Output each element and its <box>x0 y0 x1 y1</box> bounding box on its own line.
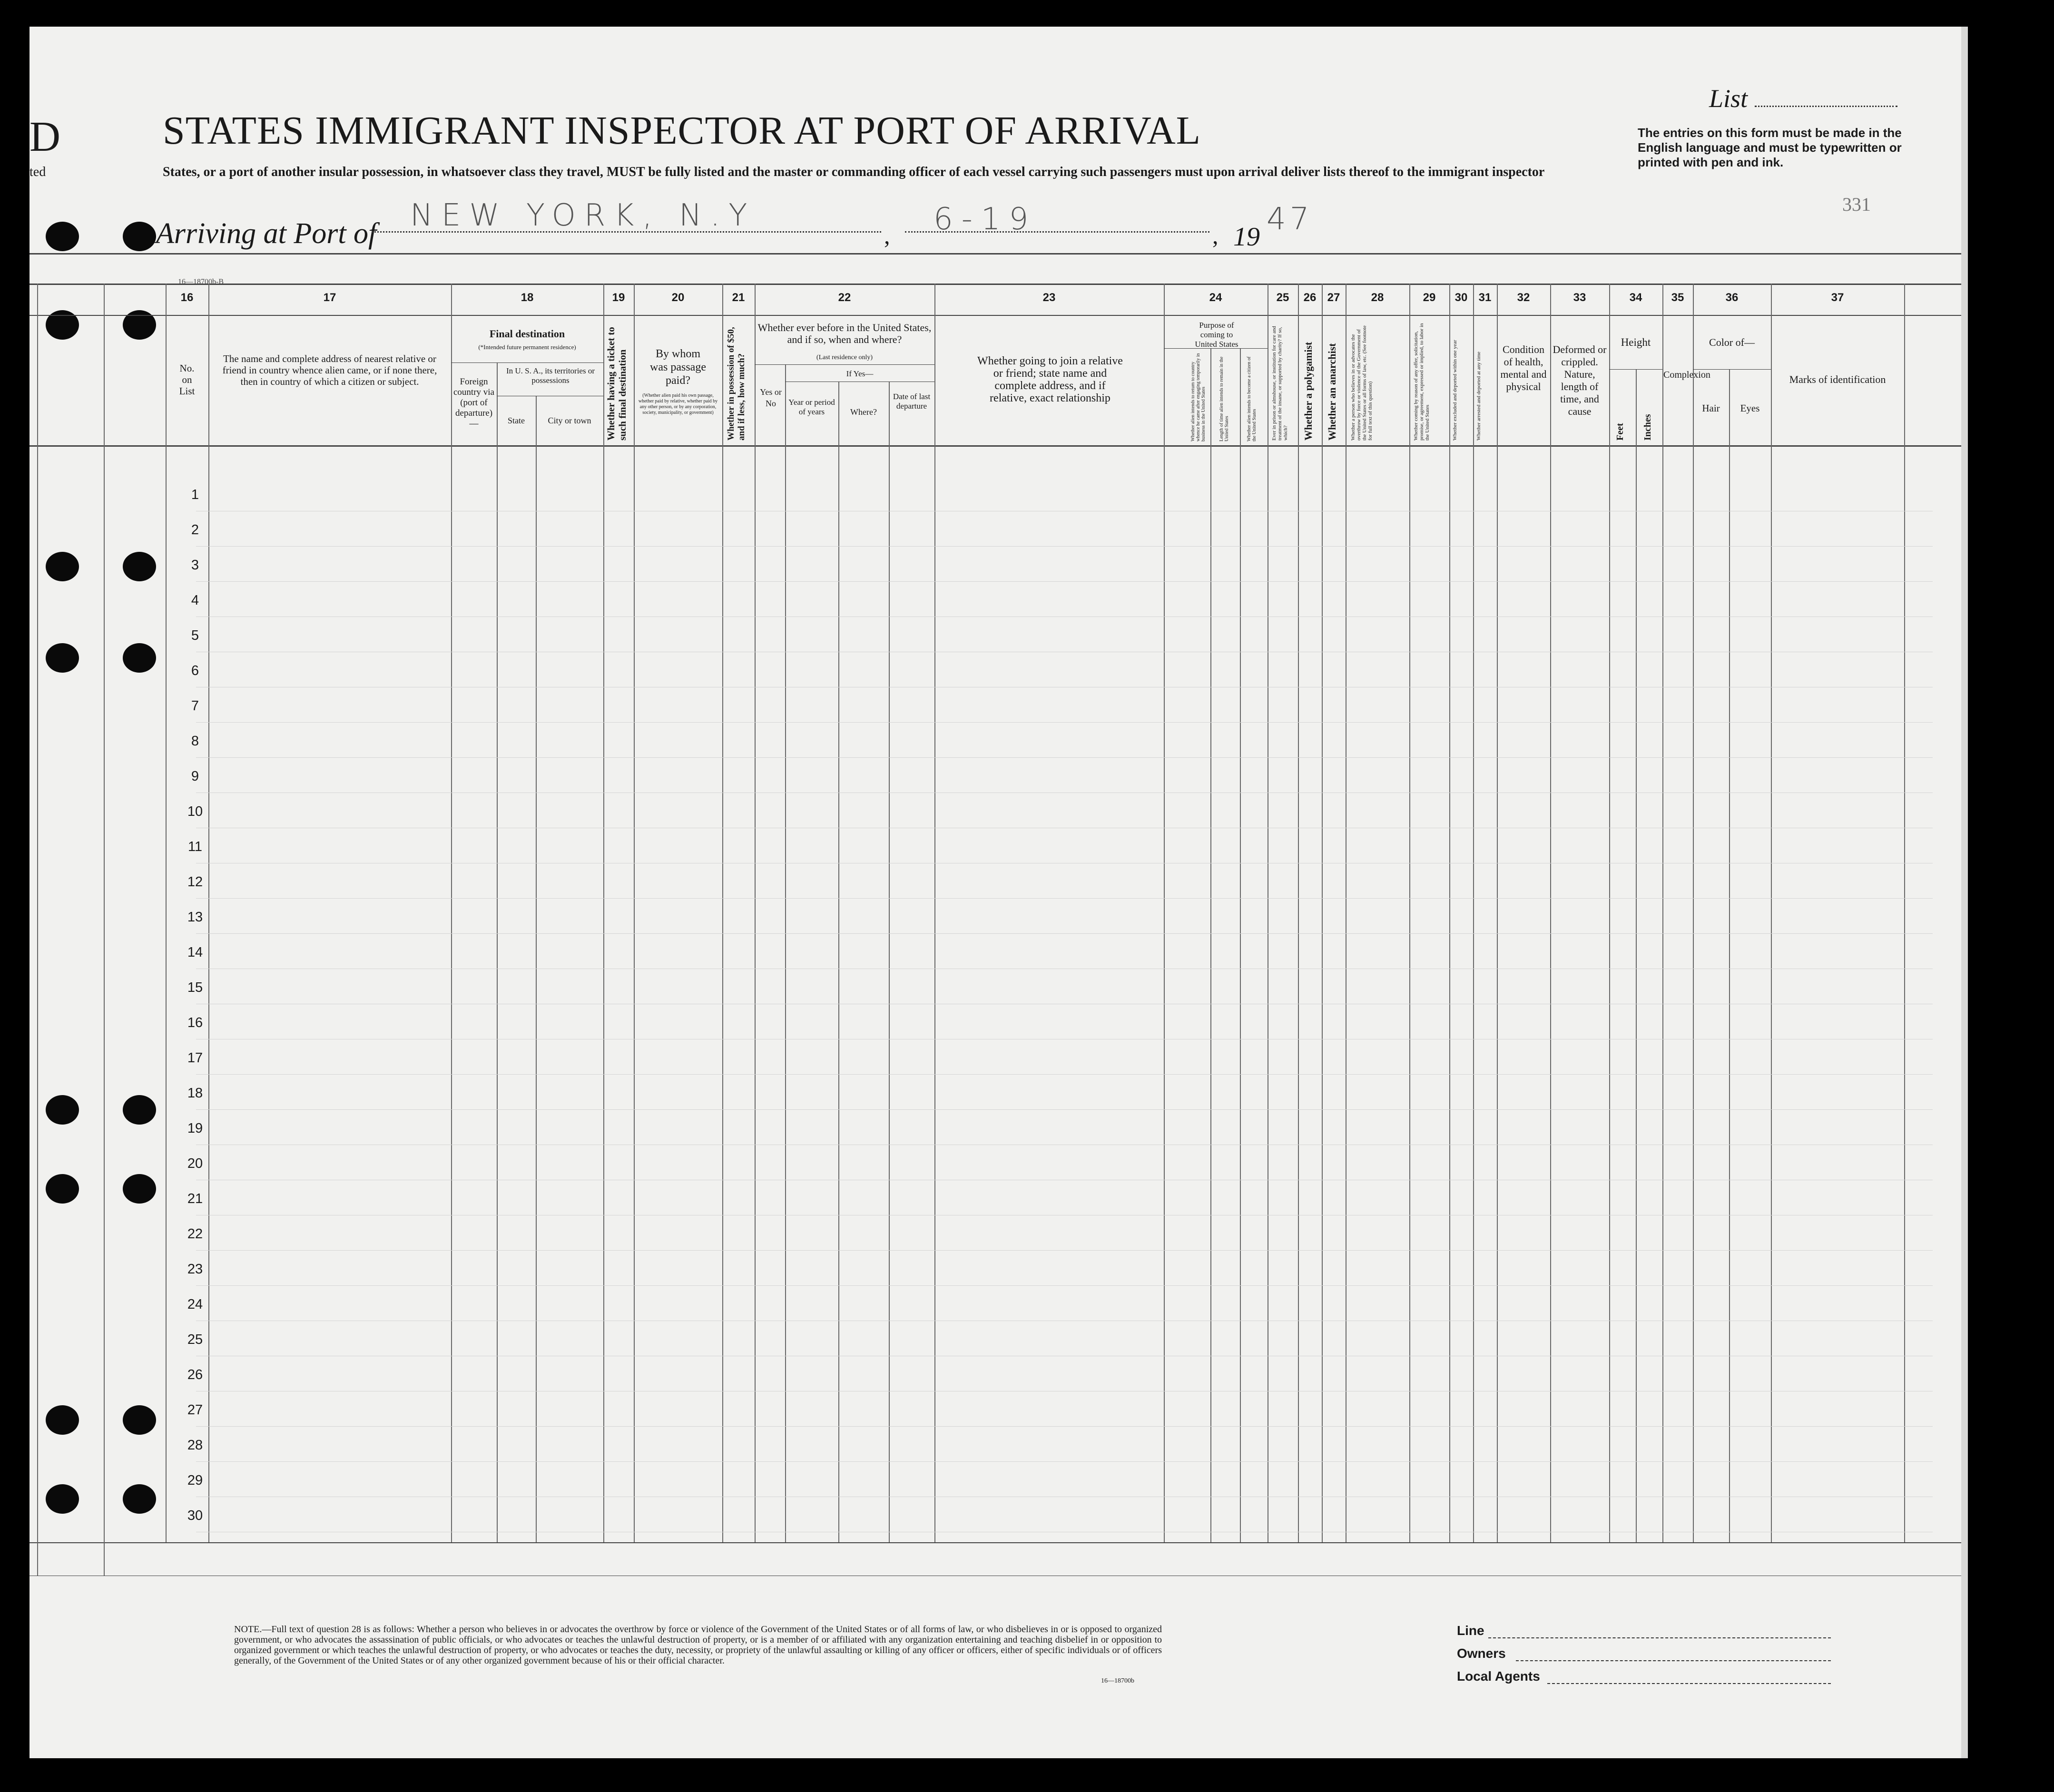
header-labor-offer: Whether coming by reason of any offer, solicitation, promise, or agreement, expressed or implied, to labor in the United States <box>1413 323 1430 441</box>
header-no-on-list: No. on List <box>179 362 195 397</box>
column-number: 36 <box>1725 291 1739 304</box>
column-divider <box>1473 284 1474 1542</box>
header-state: State <box>508 416 525 425</box>
column-number: 32 <box>1517 291 1530 304</box>
column-divider <box>451 284 452 1542</box>
list-number-field[interactable] <box>1755 106 1897 107</box>
column-number: 16 <box>180 291 194 304</box>
header-in-usa: In U. S. A., its territories or possessions <box>506 366 595 385</box>
sub-rule <box>755 364 934 365</box>
table-row[interactable] <box>196 1285 1933 1286</box>
header-purpose-citizen: Whether alien intends to become a citizen of the United States <box>1247 356 1257 441</box>
punch-hole <box>123 1484 156 1514</box>
punch-hole <box>46 222 79 251</box>
column-divider <box>1904 284 1905 1542</box>
header-arrested: Whether arrested and deported at any time <box>1476 352 1482 441</box>
local-agents-label: Local Agents <box>1457 1669 1540 1684</box>
column-number: 33 <box>1573 291 1586 304</box>
punch-hole <box>46 1174 79 1204</box>
row-number: 6 <box>191 663 199 678</box>
header-eyes: Eyes <box>1740 402 1760 414</box>
row-number: 21 <box>187 1191 203 1206</box>
row-number: 28 <box>187 1438 203 1453</box>
column-number: 20 <box>671 291 685 304</box>
header-year-period: Year or period of years <box>788 398 835 416</box>
row-number: 12 <box>187 874 203 890</box>
column-number: 21 <box>732 291 745 304</box>
punch-hole <box>123 1405 156 1435</box>
header-purpose-return: Whether alien intends to return to country whence he came after engaging temporarily in business in the United States <box>1190 353 1206 441</box>
header-polygamist: Whether a polygamist <box>1302 342 1314 441</box>
column-divider <box>934 284 935 1542</box>
row-number: 15 <box>187 980 203 995</box>
year-handwritten: 47 <box>1267 202 1313 237</box>
column-divider <box>785 364 786 1542</box>
column-divider <box>536 396 537 1542</box>
line-field[interactable] <box>1488 1637 1831 1638</box>
table-row[interactable] <box>196 581 1933 582</box>
column-divider <box>1693 284 1694 1542</box>
header-last-residence: (Last residence only) <box>816 354 873 361</box>
row-number: 14 <box>187 945 203 960</box>
column-divider <box>1322 284 1323 1542</box>
row-number: 19 <box>187 1121 203 1136</box>
header-overthrow: Whether a person who believes in or advocates the overthrow by force or violence of the Government of the United States or all forms of law, etc. (See footnote for full text of this question) <box>1350 325 1373 441</box>
row-number: 16 <box>187 1015 203 1030</box>
list-label: List <box>1709 84 1748 113</box>
header-complexion: Complexion <box>1663 370 1710 380</box>
punch-hole <box>123 643 156 673</box>
punch-hole <box>123 222 156 251</box>
header-join-relative: Whether going to join a relative or friend; state name and complete address, and if relative, exact relationship <box>977 355 1123 404</box>
header-passage-paid-note: (Whether alien paid his own passage, whether paid by relative, whether paid by any other person, or by any corporation, society, municipality, or government) <box>638 393 718 415</box>
table-row[interactable] <box>196 1426 1933 1427</box>
row-number: 22 <box>187 1226 203 1242</box>
row-number: 10 <box>187 804 203 819</box>
column-divider <box>1210 348 1211 1542</box>
punch-hole <box>46 1095 79 1125</box>
header-anarchist: Whether an anarchist <box>1326 343 1338 441</box>
header-height: Height <box>1621 336 1651 348</box>
header-purpose: Purpose of coming to United States <box>1195 321 1238 349</box>
header-health: Condition of health, mental and physical <box>1500 343 1547 392</box>
row-number: 17 <box>187 1050 203 1066</box>
column-divider <box>1497 284 1498 1542</box>
left-title-fragment: D <box>29 113 60 160</box>
row-number: 20 <box>187 1156 203 1171</box>
column-number: 29 <box>1423 291 1436 304</box>
punch-hole <box>46 552 79 581</box>
form-title: STATES IMMIGRANT INSPECTOR AT PORT OF ARRIVAL <box>163 108 1201 153</box>
row-number: 24 <box>187 1297 203 1312</box>
owners-field[interactable] <box>1516 1660 1831 1661</box>
row-number: 8 <box>191 734 199 749</box>
column-number: 28 <box>1371 291 1384 304</box>
column-number: 27 <box>1327 291 1340 304</box>
column-number: 24 <box>1209 291 1222 304</box>
column-number: 25 <box>1276 291 1289 304</box>
punch-hole <box>123 552 156 581</box>
column-number: 18 <box>521 291 534 304</box>
header-feet: Feet <box>1615 423 1625 441</box>
column-number: 19 <box>612 291 625 304</box>
table-row[interactable] <box>196 757 1933 758</box>
row-number: 26 <box>187 1367 203 1382</box>
row-number: 18 <box>187 1086 203 1101</box>
column-divider <box>1662 284 1663 1542</box>
header-marks: Marks of identification <box>1789 373 1886 385</box>
footnote-question-28: NOTE.—Full text of question 28 is as follows: Whether a person who believes in or advocates the overthrow by force or violence of the Government of the United States or of all forms of law, or who disbelieves in or is opposed to organized government, or who advocates the assassination of public officials, or who advocates or teaches the unlawful destruction of property, or is a member of or affiliated with any organization entertaining and teaching disbelief in or opposition to organized government or which teaches the unlawful destruction of property, or who advocates or teaches the duty, necessity, or propriety of the unlawful assaulting or killing of any officer or officers, either of specific individuals or of officers generally, of the Government of the United States or of any other organized government because of his or their official character. <box>234 1624 1162 1666</box>
column-divider <box>1771 284 1772 1542</box>
table-row[interactable] <box>196 1074 1933 1075</box>
table-row[interactable] <box>196 1250 1933 1251</box>
header-rule <box>29 284 1961 285</box>
column-number: 31 <box>1478 291 1492 304</box>
column-number: 30 <box>1455 291 1468 304</box>
column-divider <box>37 284 38 1576</box>
punch-hole <box>46 1484 79 1514</box>
column-number: 17 <box>323 291 336 304</box>
punch-hole <box>46 643 79 673</box>
column-number: 34 <box>1629 291 1642 304</box>
row-number: 13 <box>187 910 203 925</box>
header-bottom-rule <box>29 445 1961 447</box>
column-divider <box>603 284 604 1542</box>
header-foreign-country: Foreign country via (port of departure)— <box>453 377 494 429</box>
header-where: Where? <box>850 407 877 417</box>
header-inches: Inches <box>1642 414 1653 441</box>
header-city: City or town <box>548 416 591 425</box>
row-number: 3 <box>191 558 199 573</box>
header-color-of: Color of— <box>1709 336 1755 348</box>
header-hair: Hair <box>1702 402 1720 414</box>
column-divider <box>1164 284 1165 1542</box>
date-handwritten: 6-19 <box>934 202 1037 237</box>
column-divider <box>1298 284 1299 1542</box>
form-subtitle: States, or a port of another insular possession, in whatsoever class they travel, MUST be fully listed and the master or commanding officer of each vessel carrying such passengers must upon arrival deliver lists thereof to the immigrant inspector <box>163 165 1545 179</box>
column-divider <box>634 284 635 1542</box>
port-handwritten: NEW YORK, N.Y <box>410 198 756 233</box>
form-number: 16—18700b-B <box>178 278 224 286</box>
arriving-label: Arriving at Port of <box>156 217 377 250</box>
manifest-sheet <box>29 27 1968 1758</box>
column-divider <box>1409 284 1410 1542</box>
left-subtitle-fragment: ted <box>29 165 46 179</box>
column-divider <box>755 284 756 1542</box>
row-number: 1 <box>191 487 199 502</box>
header-rule <box>29 315 1961 316</box>
row-number: 27 <box>187 1402 203 1418</box>
header-passage-paid: By whom was passage paid? <box>650 348 706 387</box>
row-number: 5 <box>191 628 199 643</box>
column-divider <box>1729 369 1730 1542</box>
column-divider <box>1449 284 1450 1542</box>
header-last-departure: Date of last departure <box>893 392 931 411</box>
table-row[interactable] <box>196 898 1933 899</box>
form-notice: The entries on this form must be made in the English language and must be typewritten or printed with pen and ink. <box>1638 126 1902 169</box>
header-final-destination: Final destination <box>489 328 565 340</box>
header-prison: Ever in prison or almshouse, or institution for care and treatment of the insane, or supported by charity? If so, which? <box>1271 326 1288 441</box>
column-number: 37 <box>1831 291 1844 304</box>
owners-label: Owners <box>1457 1646 1506 1661</box>
column-divider <box>497 362 498 1542</box>
table-row[interactable] <box>196 933 1933 934</box>
header-top-rule <box>29 253 1961 255</box>
header-if-yes: If Yes— <box>846 369 874 378</box>
header-purpose-length: Length of time alien intends to remain in the United States <box>1219 356 1229 441</box>
column-number: 22 <box>838 291 851 304</box>
header-excluded: Whether excluded and deported within one year <box>1452 340 1458 441</box>
column-number: 26 <box>1303 291 1317 304</box>
row-number: 11 <box>187 839 203 854</box>
column-number: 35 <box>1671 291 1684 304</box>
column-divider <box>1636 369 1637 1542</box>
row-number: 23 <box>187 1262 203 1277</box>
row-number: 9 <box>191 769 199 784</box>
column-divider <box>722 284 723 1542</box>
local-agents-field[interactable] <box>1547 1683 1831 1684</box>
column-divider <box>166 284 167 1542</box>
row-number: 2 <box>191 522 199 538</box>
table-bottom-rule <box>29 1542 1961 1543</box>
footnote-form-code: 16—18700b <box>1101 1677 1134 1684</box>
row-number: 29 <box>187 1473 203 1488</box>
column-divider <box>838 382 839 1542</box>
column-divider <box>1550 284 1551 1542</box>
table-row[interactable] <box>196 722 1933 723</box>
header-nearest-relative: The name and complete address of nearest relative or friend in country whence alien came, or if none there, then in country of which a citizen or subject. <box>222 353 437 387</box>
line-label: Line <box>1457 1623 1484 1638</box>
year-prefix: 19 <box>1233 222 1260 252</box>
comma: , <box>884 222 890 249</box>
column-divider <box>104 284 105 1576</box>
row-number: 7 <box>191 698 199 714</box>
column-number: 23 <box>1042 291 1056 304</box>
punch-hole <box>46 1405 79 1435</box>
punch-hole <box>123 1095 156 1125</box>
row-number: 4 <box>191 593 199 608</box>
sub-rule <box>1609 369 1662 370</box>
stamp-number: 331 <box>1842 194 1871 215</box>
table-row[interactable] <box>196 1461 1933 1462</box>
punch-hole <box>123 1174 156 1204</box>
column-divider <box>1240 348 1241 1542</box>
sub-rule <box>451 362 603 363</box>
header-ever-before: Whether ever before in the United States, and if so, when and where? <box>757 322 932 345</box>
header-yes-no: Yes or No <box>760 387 782 408</box>
row-number: 25 <box>187 1332 203 1347</box>
table-row[interactable] <box>196 1109 1933 1110</box>
header-ticket: Whether having a ticket to such final destination <box>605 327 628 441</box>
header-final-destination-note: (*Intended future permanent residence) <box>478 343 576 351</box>
table-row[interactable] <box>196 546 1933 547</box>
row-number: 30 <box>187 1508 203 1523</box>
comma: , <box>1212 222 1219 249</box>
header-deformed: Deformed or crippled. Nature, length of time, and cause <box>1553 343 1607 417</box>
column-divider <box>889 382 890 1542</box>
column-divider <box>1609 284 1610 1542</box>
header-fifty-dollars: Whether in possession of $50, and if less, how much? <box>726 327 747 441</box>
